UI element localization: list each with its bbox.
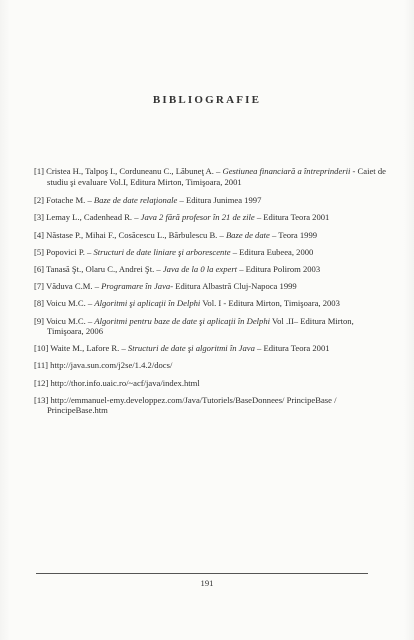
bibliography-entry-link: [11] http://java.sun.com/j2se/1.4.2/docs/	[34, 360, 173, 371]
bibliography-entry: [2] Fotache M. – Baze de date relaţionale – Editura Junimea 1997	[34, 195, 262, 206]
bibliography-entry: [8] Voicu M.C. – Algoritmi şi aplicaţii în Delphi Vol. I - Editura Mirton, Timişoara, 2003	[34, 298, 340, 309]
bibliography-entry: [1] Cristea H., Talpoş I., Corduneanu C., Lăbuneţ A. – Gestiunea financiară a întreprinderii - Caiet de studiu şi evaluare Vol.I, Editura Mirton, Timişoara, 2001	[34, 166, 386, 187]
bibliography-entry: [3] Lemay L., Cadenhead R. – Java 2 fără profesor în 21 de zile – Editura Teora 2001	[34, 212, 330, 223]
bibliography-list	[34, 166, 386, 423]
bibliography-entry: [7] Văduva C.M. – Programare în Java- Editura Albastră Cluj-Napoca 1999	[34, 281, 297, 292]
bibliography-entry: [6] Tanasă Şt., Olaru C., Andrei Şt. – Java de la 0 la expert – Editura Polirom 2003	[34, 263, 321, 274]
bibliography-entry-link: [12] http://thor.info.uaic.ro/~acf/java/index.html	[34, 377, 200, 388]
footer-rule	[36, 573, 368, 574]
bibliography-entry: [4] Năstase P., Mihai F., Cosăcescu L., Bărbulescu B. – Baze de date – Teora 1999	[34, 229, 318, 240]
bibliography-entry-link: [13] http://emmanuel-emy.developpez.com/Java/Tutoriels/BaseDonnees/ PrincipeBase / PrincipeBase.htm	[34, 394, 337, 416]
page-number: 191	[200, 578, 214, 588]
bibliography-entry: [9] Voicu M.C. – Algoritmi pentru baze de date şi aplicaţii în Delphi Vol .II– Editura Mirton, Timişoara, 2006	[34, 315, 354, 337]
bibliography-entry: [5] Popovici P. – Structuri de date liniare şi arborescente – Editura Eubeea, 2000	[34, 246, 314, 257]
page-title: BIBLIOGRAFIE	[152, 94, 262, 106]
bibliography-entry: [10] Waite M., Lafore R. – Structuri de date şi algoritmi în Java – Editura Teora 2001	[34, 343, 330, 354]
